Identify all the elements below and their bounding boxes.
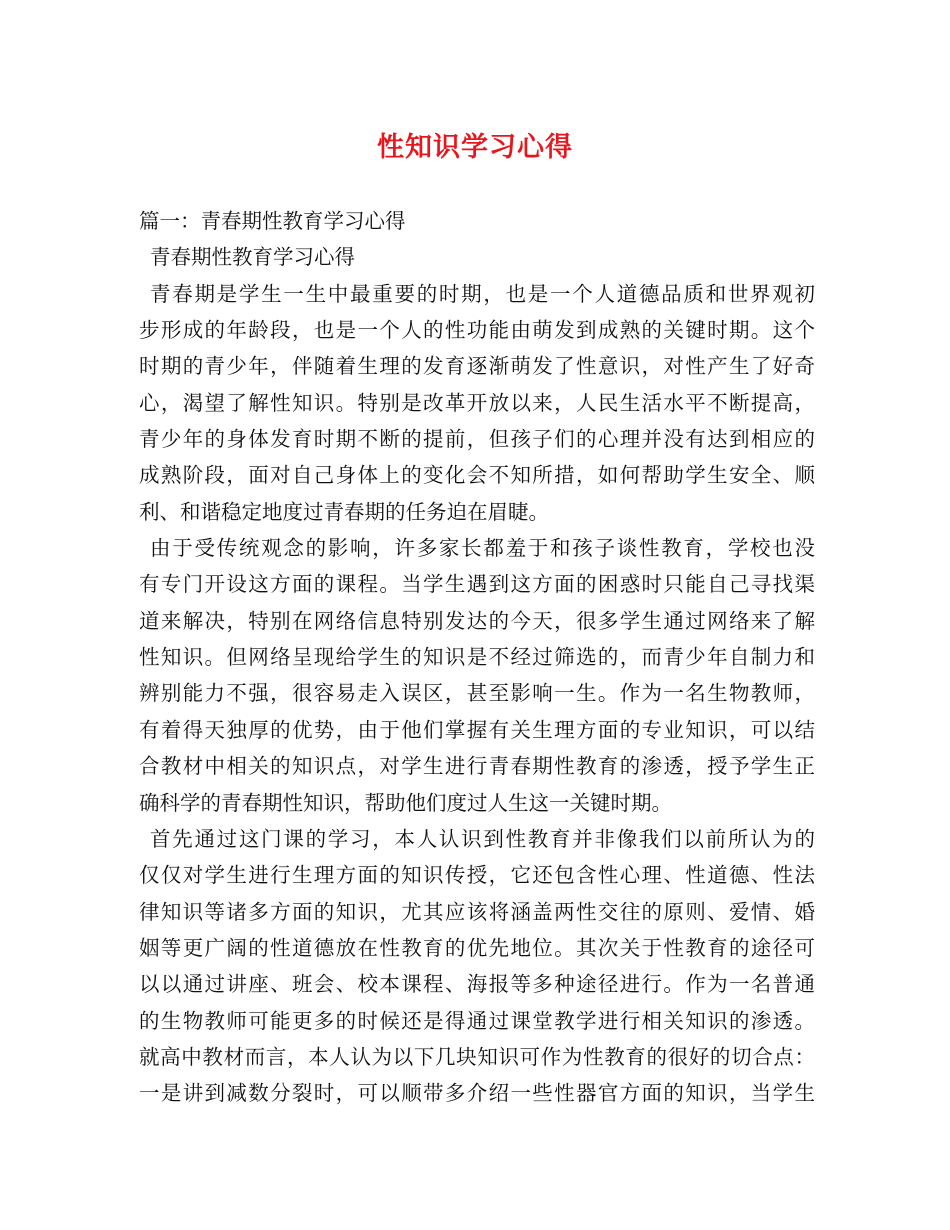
text-line: 心，渴望了解性知识。特别是改革开放以来，人民生活水平不断提高， bbox=[139, 390, 815, 415]
text-line: 律知识等诸多方面的知识，尤其应该将涵盖两性交往的原则、爱情、婚 bbox=[139, 899, 815, 924]
text-line: 有着得天独厚的优势，由于他们掌握有关生理方面的专业知识，可以结 bbox=[139, 717, 815, 742]
text-line: 一是讲到减数分裂时，可以顺带多介绍一些性器官方面的知识，当学生 bbox=[139, 1081, 815, 1106]
text-line: 辨别能力不强，很容易走入误区，甚至影响一生。作为一名生物教师， bbox=[139, 681, 815, 706]
document-title: 性知识学习心得 bbox=[377, 132, 573, 163]
text-line: 性知识。但网络呈现给学生的知识是不经过筛选的，而青少年自制力和 bbox=[139, 645, 815, 670]
text-line: 合教材中相关的知识点，对学生进行青春期性教育的渗透，授予学生正 bbox=[139, 754, 815, 779]
text-line: 就高中教材而言，本人认为以下几块知识可作为性教育的很好的切合点： bbox=[139, 1044, 815, 1069]
text-line: 以以通过讲座、班会、校本课程、海报等多种途径进行。作为一名普通 bbox=[139, 972, 815, 997]
text-line: 青春期是学生一生中最重要的时期，也是一个人道德品质和世界观初 bbox=[150, 281, 815, 306]
text-line: 时期的青少年，伴随着生理的发育逐渐萌发了性意识，对性产生了好奇 bbox=[139, 354, 815, 379]
text-line: 成熟阶段，面对自己身体上的变化会不知所措，如何帮助学生安全、顺 bbox=[139, 463, 815, 488]
text-line: 由于受传统观念的影响，许多家长都羞于和孩子谈性教育，学校也没 bbox=[150, 536, 815, 561]
text-line: 有专门开设这方面的课程。当学生遇到这方面的困惑时只能自己寻找渠 bbox=[139, 572, 815, 597]
document-body bbox=[139, 203, 815, 1112]
text-line: 姻等更广阔的性道德放在性教育的优先地位。其次关于性教育的途径可 bbox=[139, 935, 815, 960]
text-line: 道来解决，特别在网络信息特别发达的今天，很多学生通过网络来了解 bbox=[139, 608, 815, 633]
text-line: 首先通过这门课的学习，本人认识到性教育并非像我们以前所认为的 bbox=[150, 826, 815, 851]
text-line: 篇一：青春期性教育学习心得 bbox=[139, 209, 406, 233]
text-line: 利、和谐稳定地度过青春期的任务迫在眉睫。 bbox=[139, 499, 549, 524]
text-line: 青少年的身体发育时期不断的提前，但孩子们的心理并没有达到相应的 bbox=[139, 427, 815, 452]
text-line: 仅仅对学生进行生理方面的知识传授，它还包含性心理、性道德、性法 bbox=[139, 863, 815, 888]
text-line: 确科学的青春期性知识，帮助他们度过人生这一关键时期。 bbox=[139, 790, 672, 815]
text-line: 的生物教师可能更多的时候还是得通过课堂教学进行相关知识的渗透。 bbox=[139, 1008, 815, 1033]
text-line: 步形成的年龄段，也是一个人的性功能由萌发到成熟的关键时期。这个 bbox=[139, 318, 815, 343]
text-line: 青春期性教育学习心得 bbox=[150, 245, 355, 270]
